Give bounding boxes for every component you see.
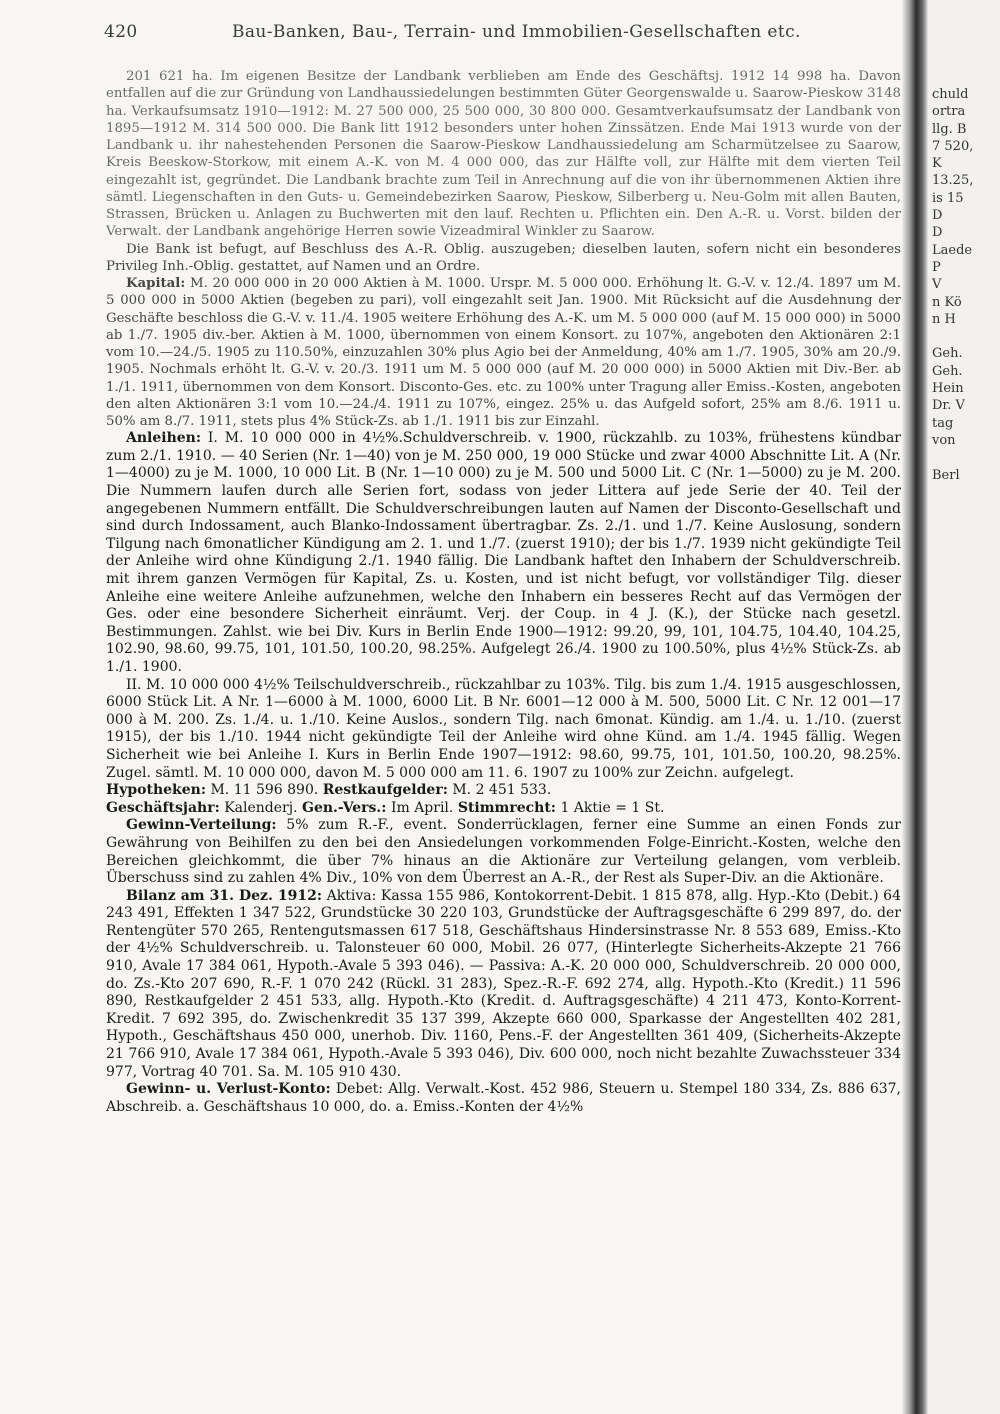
paragraph-text: Kalenderj. <box>224 799 298 816</box>
page-header <box>104 22 864 52</box>
paragraph-p8 <box>106 817 901 887</box>
right-margin-fragments <box>932 86 1000 484</box>
paragraph-text: Debet: Allg. Verwalt.-Kost. 452 986, Steuern u. Stempel 180 334, Zs. 886 637, Abschreib. a. Geschäftshaus 10 000, do. a. Emiss.-Konten der 4½% <box>106 1081 901 1115</box>
paragraph-text: M. 11 596 890. <box>210 782 319 799</box>
paragraph-label: Gewinn-Verteilung: <box>126 817 277 834</box>
paragraph-label: Kapital: <box>126 276 186 291</box>
right-margin-fragment <box>932 449 1000 466</box>
paragraph-p1 <box>106 68 901 241</box>
paragraph-label: Gewinn- u. Verlust-Konto: <box>126 1081 331 1098</box>
right-margin-fragment: von <box>932 432 956 448</box>
paragraph-text: M. 2 451 533. <box>452 782 552 799</box>
paragraph-p5 <box>106 677 901 783</box>
right-margin-fragment: ortra <box>932 104 966 120</box>
paragraph-p3 <box>106 275 901 430</box>
paragraph-label: Anleihen: <box>126 430 202 447</box>
paragraph-text: Die Bank ist befugt, auf Beschluss des A.-R. Oblig. auszugeben; dieselben lauten, sofern nicht ein besonderes Privileg Inh.-Oblig. gestattet, auf Namen und an Ordre. <box>106 241 901 274</box>
right-margin-fragment: Berl <box>932 467 960 483</box>
right-margin-fragment: Laede <box>932 242 973 258</box>
paragraph-p6 <box>106 782 901 800</box>
paragraph-p4 <box>106 430 901 676</box>
right-page-edge <box>928 0 1000 1414</box>
paragraph-text: M. 20 000 000 in 20 000 Aktien à M. 1000. Urspr. M. 5 000 000. Erhöhung lt. G.-V. v. 12./4. 1897 um M. 5 000 000 in 5000 Aktien (begeben zu pari), voll eingezahlt seit Jan. 1900. Mit Rücksicht auf die Ausdehnung der Geschäfte beschloss die G.-V. v. 11./4. 1905 weitere Erhöhung des A.-K. um M. 5 000 000 (auf M. 15 000 000) in 5000 ab 1./7. 1905 div.-ber. Aktien à M. 1000, übernommen von einem Konsort. zu 107%, angeboten den Aktionären 2:1 vom 10.—24./5. 1905 zu 110.50%, einzuzahlen 30% plus Agio bei der Anmeldung, 40% am 1./7. 1905, 30% am 20./9. 1905. Nochmals erhöht lt. G.-V. v. 20./3. 1911 um M. 5 000 000 (auf M. 20 000 000) in 5000 Aktien mit Div.-Ber. ab 1./1. 1911, übernommen von dem Konsort. Disconto-Ges. etc. zu 100% unter Tragung aller Emiss.-Kosten, angeboten den alten Aktionären 3:1 vom 10.—24./4. 1911 zu 107%, eingez. 25% u. das Aufgeld sofort, 25% am 8./6. 1911 u. 50% am 8./7. 1911, stets plus 4% Stück-Zs. ab 1./1. 1911 bis zur Einzahl. <box>106 276 901 429</box>
paragraph-p9 <box>106 888 901 1082</box>
right-margin-fragment: is 15 <box>932 190 964 206</box>
right-margin-fragment: tag <box>932 415 954 431</box>
right-margin-fragment: 7 520, <box>932 138 974 154</box>
paragraph-text: II. M. 10 000 000 4½% Teilschuldverschreib., rückzahlbar zu 103%. Tilg. bis zum 1./4. 1915 ausgeschlossen, 6000 Stück Lit. A Nr. 1—6000 à M. 1000, 6000 Lit. B Nr. 6001—12 000 à M. 500, 5000 Lit. C Nr. 12 001—17 000 à M. 200. Zs. 1./4. u. 1./10. Keine Auslos., sondern Tilg. nach 6monat. Kündig. am 1./4. u. 1./10. (zuerst 1915), der bis 1./10. 1944 nicht gekündigte Teil der Anleihe wird ohne Künd. am 1./4. 1945 fällig. Wegen Sicherheit wie bei Anleihe I. Kurs in Berlin Ende 1907—1912: 98.60, 99.75, 101, 101.50, 100.20, 98.25%. Zugel. sämtl. M. 10 000 000, davon M. 5 000 000 am 11. 6. 1907 zu 100% zur Zeichn. aufgelegt. <box>106 676 901 781</box>
right-margin-fragment: 13.25, <box>932 173 974 189</box>
paragraph-text: 5% zum R.-F., event. Sonderrücklagen, ferner eine Summe an einen Fonds zur Gewährung von Beihilfen zu den bei den Ansiedelungen vorkommenden Folge-Einricht.-Kosten, welche den Bereichen gleichkommt, die über 7% hinaus an die Aktionäre zur Verteilung gelangen, vom verbleib. Überschuss sind zu zahlen 4% Div., 10% von dem Überrest an A.-R., der Rest als Super-Div. an die Aktionäre. <box>106 817 901 887</box>
paragraph-text: 1 Aktie = 1 St. <box>560 799 665 816</box>
paragraph-label: Hypotheken: <box>106 782 206 799</box>
paragraph-text: 201 621 ha. Im eigenen Besitze der Landbank verblieben am Ende des Geschäftsj. 1912 14 998 ha. Davon entfallen auf die zur Gründung von Landhaussiedelungen bestimmten Güter Georgenswalde u. Saarow-Pieskow 3148 ha. Verkaufsumsatz 1910—1912: M. 27 500 000, 25 500 000, 30 800 000. Gesamtverkaufsumsatz der Landbank von 1895—1912 M. 314 500 000. Die Bank litt 1912 besonders unter hohen Zinssätzen. Ende Mai 1913 wurde von der Landbank u. ihr nahestehenden Personen die Saarow-Pieskow Landhaussiedelung am Scharmützelsee zu Saarow, Kreis Beeskow-Storkow, mit einem A.-K. von M. 4 000 000, das zur Hälfte voll, zur Hälfte mit dem vierten Teil eingezahlt ist, gegründet. Die Landbank brachte zum Teil in Anrechnung auf die von ihr übernommenen Aktien ihre sämtl. Liegenschaften in den Guts- u. Gemeindebezirken Saarow, Pieskow, Silberberg u. Neu-Golm mit allen Bauten, Strassen, Brücken u. Anlagen zu Buchwerten mit den lauf. Rechten u. Pflichten ein. Den A.-R. u. Vorst. bilden der Verwalt. der Landbank angehörige Herren sowie Vizeadmiral Winkler zu Saarow. <box>106 69 901 240</box>
paragraph-label: Restkaufgelder: <box>322 782 448 799</box>
right-margin-fragment: D <box>932 208 943 224</box>
right-margin-fragment: D <box>932 225 943 241</box>
right-margin-fragment: Hein <box>932 381 964 397</box>
paragraph-text: Aktiva: Kassa 155 986, Kontokorrent-Debit. 1 815 878, allg. Hyp.-Kto (Debit.) 64 243 491, Effekten 1 347 522, Grundstücke 30 220 103, Grundstücke der Auftragsgeschäfte 6 299 897, do. der Rentengüter 570 265, Rentengutsmassen 617 518, Geschäftshaus Hindersinstrasse Nr. 8 553 689, Emiss.-Kto der 4½% Schuldverschreib. u. Talonsteuer 60 000, Mobil. 26 077, (Hinterlegte Sicherheits-Akzepte 21 766 910, Avale 17 384 061, Hypoth.-Avale 5 393 046). — Passiva: A.-K. 20 000 000, Schuldverschreib. 20 000 000, do. Zs.-Kto 207 690, R.-F. 1 070 242 (Rückl. 31 283), Spez.-R.-F. 692 274, allg. Hypoth.-Kto (Kredit.) 11 596 890, Restkaufgelder 2 451 533, allg. Hypoth.-Kto (Kredit. d. Auftragsgeschäfte) 4 211 473, Konto-Korrent-Kredit. 7 692 395, do. Zwischenkredit 35 137 399, Akzepte 660 000, Sparkasse der Angestellten 402 281, Hypoth., Geschäftshaus 450 000, unerhob. Div. 1160, Pens.-F. der Angestellten 361 409, (Sicherheits-Akzepte 21 766 910, Avale 17 384 061, Hypoth.-Avale 5 393 046), Div. 600 000, noch nicht bezahlte Zuwachssteuer 334 977, Vortrag 40 701. Sa. M. 105 910 430. <box>106 887 901 1080</box>
paragraph-text: Im April. <box>390 799 454 816</box>
paragraph-p7 <box>106 800 901 818</box>
paragraph-label: Bilanz am 31. Dez. 1912: <box>126 887 323 904</box>
right-margin-fragment: llg. B <box>932 121 967 137</box>
right-margin-fragment: chuld <box>932 87 969 102</box>
paragraph-text: I. M. 10 000 000 in 4½%.Schuldverschreib. v. 1900, rückzahlb. zu 103%, frühestens kündbar zum 2./1. 1910. — 40 Serien (Nr. 1—40) von je M. 250 000, 19 000 Stücke und zwar 4000 Abschnitte Lit. A (Nr. 1—4000) zu je M. 1000, 10 000 Lit. B (Nr. 1—10 000) zu je M. 500 und 5000 Lit. C (Nr. 1—5000) zu je M. 200. Die Nummern laufen durch alle Serien fort, sodass von jeder Littera auf jede Serie der 40. Teil der angegebenen Nummern entfällt. Die Schuldverschreibungen lauten auf Namen der Disconto-Gesellschaft und sind durch Indossament, auch Blanko-Indossament übertragbar. Zs. 2./1. und 1./7. Keine Auslosung, sondern Tilgung nach 6monatlicher Kündigung am 2. 1. und 1./7. (zuerst 1910); der bis 1./7. 1939 nicht gekündigte Teil der Anleihe wird ohne Kündigung 2./1. 1940 fällig. Die Landbank haftet den Inhabern der Schuldverschreib. mit ihrem ganzen Vermögen für Kapital, Zs. u. Kosten, und ist nicht befugt, vor vollständiger Tilg. dieser Anleihe eine weitere Anleihe aufzunehmen, welche den Inhabern ein besseres Recht auf das Vermögen der Ges. oder eine besondere Sicherheit einräumt. Verj. der Coup. in 4 J. (K.), der Stücke nach gesetzl. Bestimmungen. Zahlst. wie bei Div. Kurs in Berlin Ende 1900—1912: 99.20, 99, 101, 104.75, 104.40, 104.25, 102.90, 98.60, 99.75, 101, 101.50, 100.20, 98.25%. Aufgelegt 26./4. 1900 zu 100.50%, plus 4½% Stück-Zs. ab 1./1. 1900. <box>106 430 901 675</box>
right-margin-fragment <box>932 328 1000 345</box>
right-margin-fragment: K <box>932 156 942 172</box>
right-margin-fragment: Dr. V <box>932 398 965 414</box>
paragraph-label: Geschäftsjahr: <box>106 799 220 816</box>
paragraph-p2 <box>106 241 901 276</box>
right-margin-fragment: n Kö <box>932 294 962 310</box>
book-gutter <box>902 0 928 1414</box>
page-body <box>106 68 901 1408</box>
paragraph-p10 <box>106 1081 901 1116</box>
page-number: 420 <box>104 22 138 42</box>
right-margin-fragment: V <box>932 277 942 293</box>
paragraph-label: Stimmrecht: <box>457 799 556 816</box>
right-margin-fragment: P <box>932 259 941 275</box>
right-margin-fragment: Geh. <box>932 346 963 362</box>
paragraph-label: Gen.-Vers.: <box>301 799 387 816</box>
right-margin-fragment: n H <box>932 311 956 327</box>
right-margin-fragment: Geh. <box>932 363 963 379</box>
running-title: Bau-Banken, Bau-, Terrain- und Immobilien-Gesellschaften etc. <box>232 22 801 42</box>
